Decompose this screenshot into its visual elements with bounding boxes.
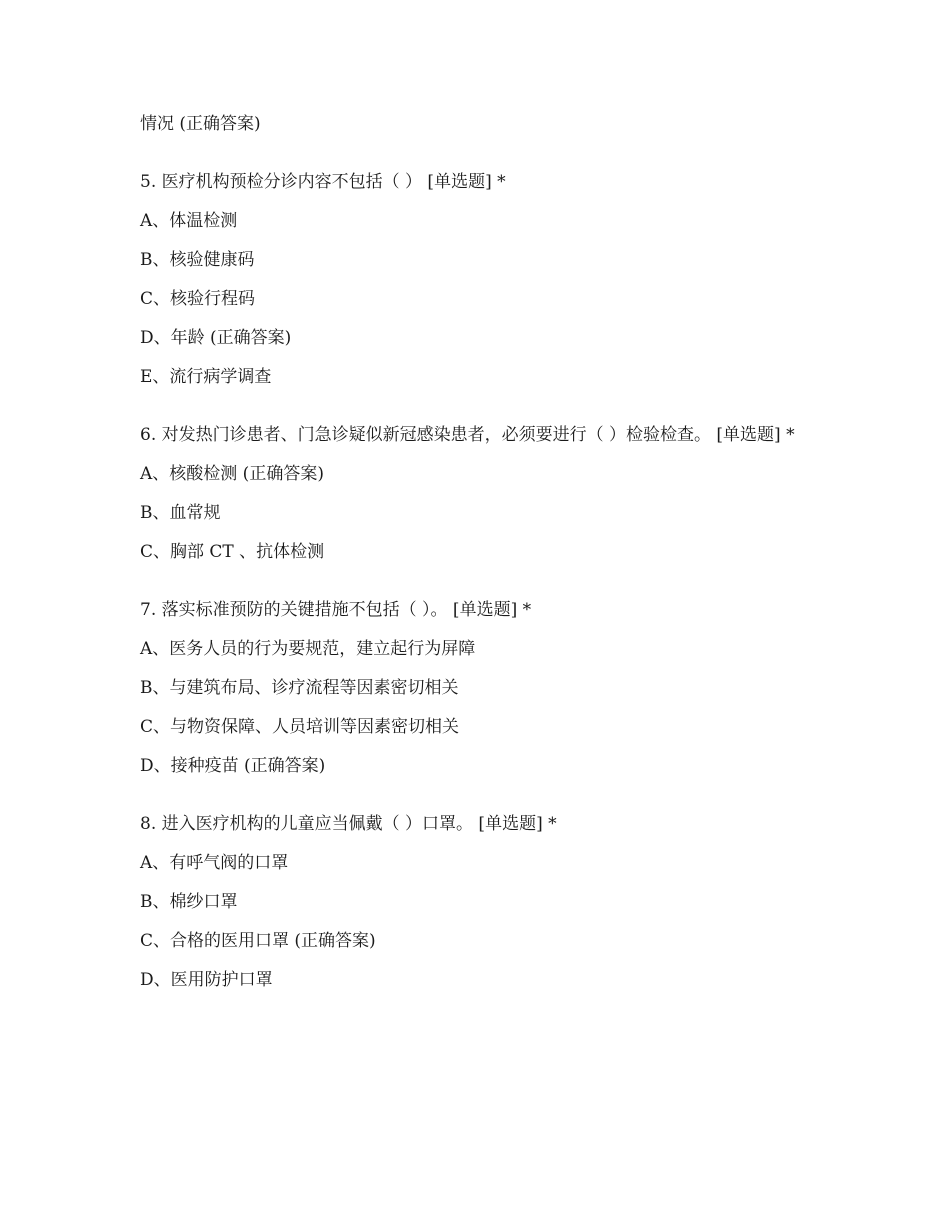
- question-8-option-a: A、有呼气阀的口罩: [140, 853, 289, 873]
- question-6-option-a: A、核酸检测 (正确答案): [140, 464, 324, 484]
- document-page: [140, 108, 812, 996]
- question-8-option-d: D、医用防护口罩: [140, 970, 273, 990]
- question-5-option-a: A、体温检测: [140, 211, 238, 231]
- question-5: [140, 166, 812, 393]
- question-5-option-b: B、核验健康码: [140, 250, 255, 270]
- question-6-option-b: B、血常规: [140, 503, 221, 523]
- question-7: [140, 594, 812, 782]
- question-7-option-d: D、接种疫苗 (正确答案): [140, 756, 326, 776]
- question-5-option-e: E、流行病学调查: [140, 367, 272, 387]
- question-6-option-c: C、胸部 CT 、抗体检测: [140, 542, 325, 562]
- question-5-text: 5. 医疗机构预检分诊内容不包括（ ） [单选题] *: [140, 172, 506, 192]
- question-8-option-c: C、合格的医用口罩 (正确答案): [140, 931, 376, 951]
- question-8-option-b: B、棉纱口罩: [140, 892, 238, 912]
- previous-answer-continuation: 情况 (正确答案): [140, 114, 261, 134]
- question-7-text: 7. 落实标准预防的关键措施不包括（ ）。 [单选题] *: [140, 600, 532, 620]
- question-8: [140, 808, 812, 996]
- question-8-text: 8. 进入医疗机构的儿童应当佩戴（ ）口罩。 [单选题] *: [140, 814, 557, 834]
- question-7-option-a: A、医务人员的行为要规范，建立起行为屏障: [140, 639, 476, 659]
- question-7-option-c: C、与物资保障、人员培训等因素密切相关: [140, 717, 460, 737]
- question-5-option-d: D、年龄 (正确答案): [140, 328, 292, 348]
- question-6: [140, 419, 812, 568]
- question-7-option-b: B、与建筑布局、诊疗流程等因素密切相关: [140, 678, 459, 698]
- question-6-text: 6. 对发热门诊患者、门急诊疑似新冠感染患者，必须要进行（ ）检验检查。 [单选题] *: [140, 425, 795, 445]
- question-5-option-c: C、核验行程码: [140, 289, 256, 309]
